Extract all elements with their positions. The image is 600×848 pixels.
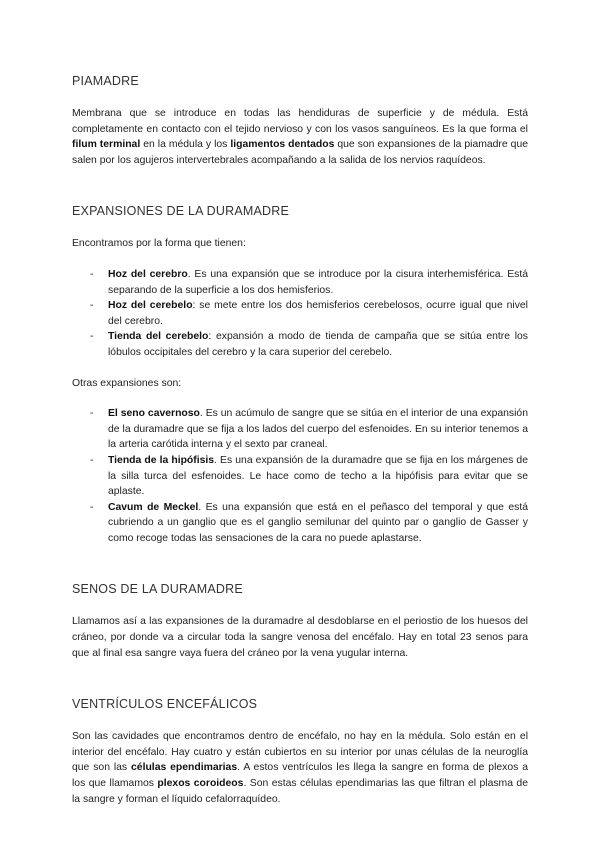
document-body — [72, 74, 528, 807]
paragraph-otras-expansiones: Otras expansiones son: — [72, 377, 182, 389]
list-item: - El seno cavernoso. Es un acúmulo de sangre que se sitúa en el interior de una expansión de la duramadre que se fija a los lados del cuerpo del esfenoides. En su interior tenemos a la arteria carótida interna y el sexto par craneal. — [72, 406, 528, 453]
list-item: - Hoz del cerebro. Es una expansión que se introduce por la cisura interhemisférica. Está separando de la superficie a los dos hemisferios. — [72, 267, 528, 298]
list-item: - Tienda del cerebelo: expansión a modo de tienda de campaña que se sitúa entre los lóbulos occipitales del cerebro y la cara superior del cerebelo. — [72, 329, 528, 360]
list-expansiones-forma — [72, 267, 528, 361]
term-celulas-ependimarias: células ependimarias — [131, 762, 238, 774]
term-filum-terminal: filum terminal — [72, 139, 141, 151]
term-plexos-coroideos: plexos coroideos — [157, 778, 244, 790]
list-item: - Tienda de la hipófisis. Es una expansión de la duramadre que se fija en los márgenes de la silla turca del esfenoides. Le hace como de techo a la hipófisis para evitar que se aplaste. — [72, 453, 528, 500]
paragraph-piamadre: Membrana que se introduce en todas las hendiduras de superficie y de médula. Está completamente en contacto con el tejido nervioso y con los vasos sanguíneos. Es la que forma el filum terminal en la médula y los ligamentos dentados que son expansiones de la piamadre que salen por los agujeros intervertebrales acompañando a la salida de los nervios raquídeos. — [72, 108, 528, 166]
heading-piamadre: PIAMADRE — [72, 74, 139, 88]
heading-ventriculos: VENTRÍCULOS ENCEFÁLICOS — [72, 697, 258, 712]
list-item: - Hoz del cerebelo: se mete entre los dos hemisferios cerebelosos, ocurre igual que nivel del cerebro. — [72, 298, 528, 329]
list-otras-expansiones — [72, 406, 528, 546]
paragraph-senos: Llamamos así a las expansiones de la duramadre al desdoblarse en el periostio de los huesos del cráneo, por donde va a circular toda la sangre venosa del encéfalo. Hay en total 23 senos para que al final esa sangre vaya fuera del cráneo por la vena yugular interna. — [72, 616, 528, 659]
heading-senos: SENOS DE LA DURAMADRE — [72, 582, 243, 597]
heading-expansiones: EXPANSIONES DE LA DURAMADRE — [72, 204, 290, 219]
paragraph-ventriculos: Son las cavidades que encontramos dentro de encéfalo, no hay en la médula. Solo están en el interior del encéfalo. Hay cuatro y están cubiertos en su interior por unas células de la neuroglía que son las células ependimarias. A estos ventrículos les llega la sangre en forma de plexos a los que llamamos plexos coroideos. Son estas células ependimarias las que filtran el plasma de la sangre y forman el líquido cefalorraquídeo. — [72, 731, 528, 805]
list-item: - Cavum de Meckel. Es una expansión que está en el peñasco del temporal y que está cubriendo a un ganglio que es el ganglio semilunar del quinto par o ganglio de Gasser y como recoge todas las sensaciones de la cara no puede aplastarse. — [72, 500, 528, 547]
term-ligamentos-dentados: ligamentos dentados — [230, 139, 335, 151]
paragraph-expansiones-intro: Encontramos por la forma que tienen: — [72, 238, 246, 250]
